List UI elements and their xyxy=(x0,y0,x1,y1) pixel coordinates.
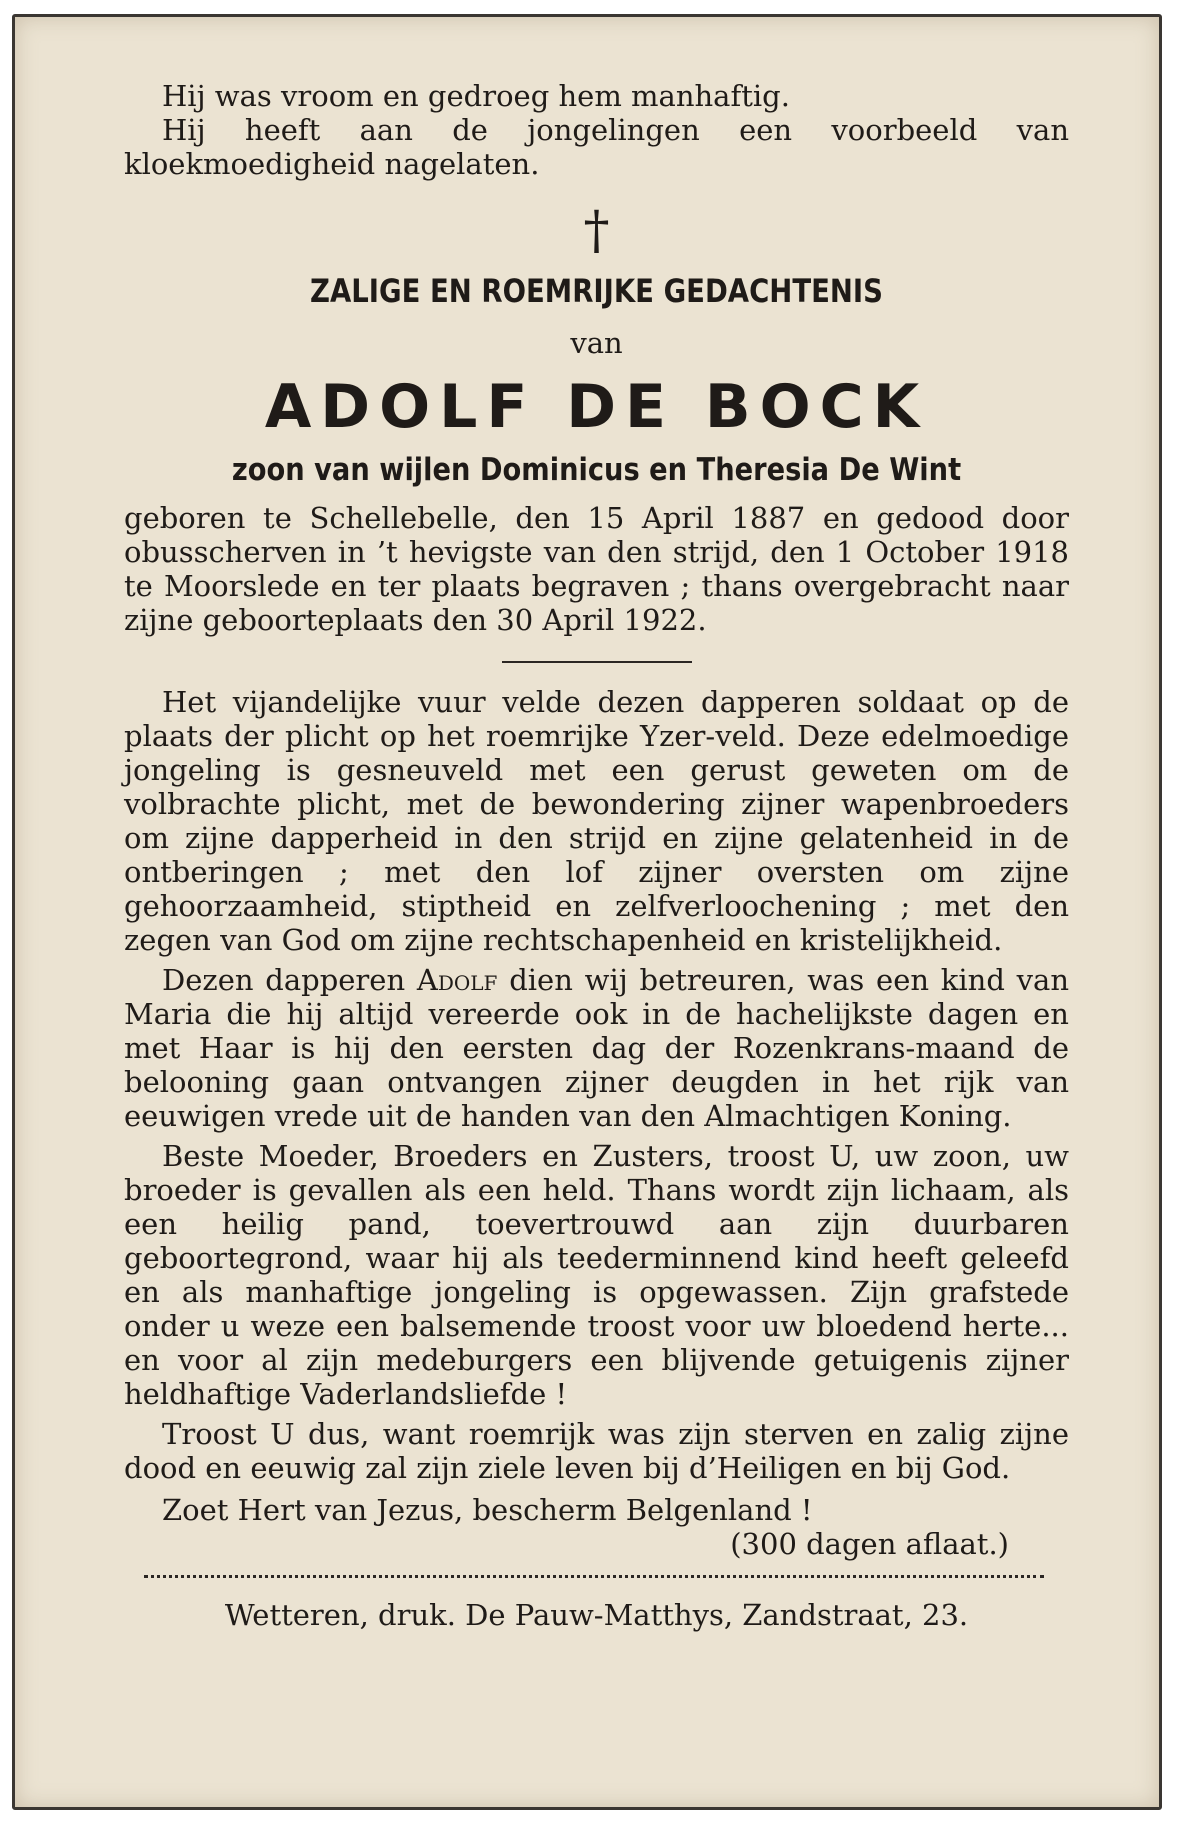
paragraph-2 xyxy=(124,963,1069,1133)
paragraph-2-rest: dien wij betreuren, was een kind van Maria die hij altijd vereerde ook in de hachelijkste dagen en met Haar is hij den eersten dag der Rozenkrans-maand de belooning gaan ontvangen zijner deugden in het rijk van eeuwigen vrede uit de handen van den Almachtigen Koning. xyxy=(124,963,1069,1133)
printer-credit: Wetteren, druk. De Pauw-Matthys, Zandstraat, 23. xyxy=(224,1598,969,1632)
card-content xyxy=(124,79,1069,1632)
opening-line-1: Hij was vroom en gedroeg hem manhaftig. xyxy=(162,79,790,113)
paragraph-1: Het vijandelijke vuur velde dezen dapperen soldaat op de plaats der plicht op het roemrijke Yzer-veld. Deze edelmoedige jongeling is gesneuveld met een gerust geweten om de volbrachte plicht, met de bewondering zijner wapenbroeders om zijne dapperheid in den strijd en zijne gelatenheid in de ontberingen ; met den lof zijner oversten om zijne gehoorzaamheid, stiptheid en zelfverloochening ; met den zegen van God om zijne rechtschapenheid en kristelijkheid. xyxy=(124,685,1069,957)
paragraph-3: Beste Moeder, Broeders en Zusters, troost U, uw zoon, uw broeder is gevallen als een held. Thans wordt zijn lichaam, als een heilig pand, toevertrouwd aan zijn duurbaren geboortegrond, waar hij als teederminnend kind heeft geleefd en als manhaftige jongeling is opgewassen. Zijn grafstede onder u weze een balsemende troost voor uw bloedend herte... en voor al zijn medeburgers een blijvende getuigenis zijner heldhaftige Vaderlandsliefde ! xyxy=(124,1139,1069,1411)
paragraph-4: Troost U dus, want roemrijk was zijn sterven en zalig zijne dood en eeuwig zal zijn ziele leven bij d’Heiligen en bij God. xyxy=(124,1417,1069,1485)
indulgence-note: (300 dagen aflaat.) xyxy=(730,1527,1009,1561)
memorial-card xyxy=(12,14,1162,1810)
memorial-heading: ZALIGE EN ROEMRIJKE GEDACHTENIS xyxy=(310,272,883,310)
paragraph-2-name: Adolf xyxy=(416,963,498,997)
divider-rule xyxy=(502,661,692,663)
prayer-motto: Zoet Hert van Jezus, bescherm Belgenland ! xyxy=(162,1493,813,1527)
van-text: van xyxy=(570,326,623,360)
cross-icon: † xyxy=(583,201,610,261)
dotted-divider xyxy=(144,1575,1044,1578)
birth-death-text: geboren te Schellebelle, den 15 April 1887 en gedood door obusscherven in ’t hevigste van den strijd, den 1 October 1918 te Moorslede en ter plaats begraven ; thans overgebracht naar zijne geboorteplaats den 30 April 1922. xyxy=(124,501,1069,637)
deceased-name: ADOLF DE BOCK xyxy=(264,372,929,442)
paragraph-2-start: Dezen dapperen xyxy=(162,963,417,997)
parents-line: zoon van wijlen Dominicus en Theresia De Wint xyxy=(231,452,962,488)
opening-line-2: Hij heeft aan de jongelingen een voorbeeld van kloekmoedigheid nagelaten. xyxy=(124,113,1069,181)
